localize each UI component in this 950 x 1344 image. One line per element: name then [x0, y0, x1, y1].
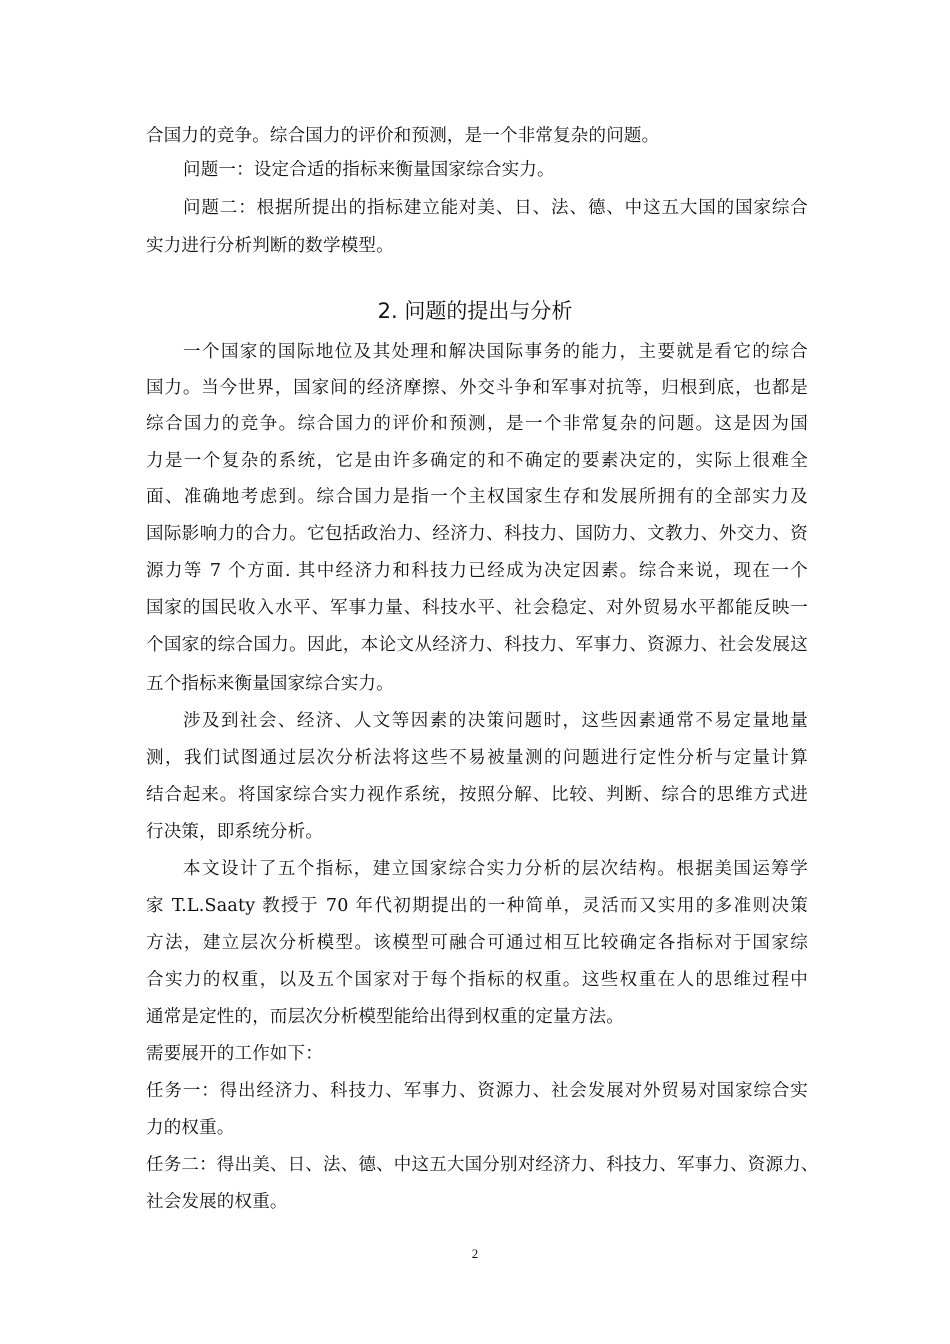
text-line: 测，我们试图通过层次分析法将这些不易被量测的问题进行定性分析与定量计算: [146, 748, 808, 768]
text-line: 问题一：设定合适的指标来衡量国家综合实力。: [183, 160, 555, 180]
text-line: 力是一个复杂的系统，它是由许多确定的和不确定的要素决定的，实际上很难全: [146, 451, 808, 471]
text-line: 结合起来。将国家综合实力视作系统，按照分解、比较、判断、综合的思维方式进: [146, 785, 808, 805]
text-line: 五个指标来衡量国家综合实力。: [146, 674, 394, 694]
text-line: 力的权重。: [146, 1118, 235, 1138]
text-line: 任务二：得出美、日、法、德、中这五大国分别对经济力、科技力、军事力、资源力、: [146, 1155, 819, 1175]
text-line: 行决策，即系统分析。: [146, 822, 323, 842]
text-line: 本文设计了五个指标，建立国家综合实力分析的层次结构。根据美国运筹学: [183, 859, 808, 879]
text-line: 个国家的综合国力。因此，本论文从经济力、科技力、军事力、资源力、社会发展这: [146, 635, 808, 655]
text-line: 国力。当今世界，国家间的经济摩擦、外交斗争和军事对抗等，归根到底，也都是: [146, 378, 808, 398]
text-line: 国家的国民收入水平、军事力量、科技水平、社会稳定、对外贸易水平都能反映一: [146, 598, 808, 618]
page-number: 2: [471, 1246, 479, 1261]
text-line: 涉及到社会、经济、人文等因素的决策问题时，这些因素通常不易定量地量: [183, 711, 808, 731]
text-line: 方法，建立层次分析模型。该模型可融合可通过相互比较确定各指标对于国家综: [146, 933, 808, 953]
text-line: 通常是定性的，而层次分析模型能给出得到权重的定量方法。: [146, 1007, 624, 1027]
text-line: 合实力的权重，以及五个国家对于每个指标的权重。这些权重在人的思维过程中: [146, 970, 808, 990]
text-line: 面、准确地考虑到。综合国力是指一个主权国家生存和发展所拥有的全部实力及: [146, 487, 808, 507]
text-line: 国际影响力的合力。它包括政治力、经济力、科技力、国防力、文教力、外交力、资: [146, 524, 808, 544]
text-line: 任务一：得出经济力、科技力、军事力、资源力、社会发展对外贸易对国家综合实: [146, 1081, 808, 1101]
text-line: 家 T.L.Saaty 教授于 70 年代初期提出的一种简单，灵活而又实用的多准则决策: [146, 896, 808, 916]
text-line: 需要展开的工作如下：: [146, 1044, 323, 1064]
text-line: 源力等 7 个方面. 其中经济力和科技力已经成为决定因素。综合来说，现在一个: [146, 561, 808, 581]
text-line: 合国力的竞争。综合国力的评价和预测，是一个非常复杂的问题。: [146, 126, 660, 146]
section-heading: 2. 问题的提出与分析: [377, 299, 573, 323]
text-line: 一个国家的国际地位及其处理和解决国际事务的能力，主要就是看它的综合: [183, 342, 808, 362]
text-line: 实力进行分析判断的数学模型。: [146, 236, 394, 256]
text-line: 社会发展的权重。: [146, 1192, 288, 1212]
text-line: 问题二：根据所提出的指标建立能对美、日、法、德、中这五大国的国家综合: [183, 198, 808, 218]
text-line: 综合国力的竞争。综合国力的评价和预测，是一个非常复杂的问题。这是因为国: [146, 414, 808, 434]
